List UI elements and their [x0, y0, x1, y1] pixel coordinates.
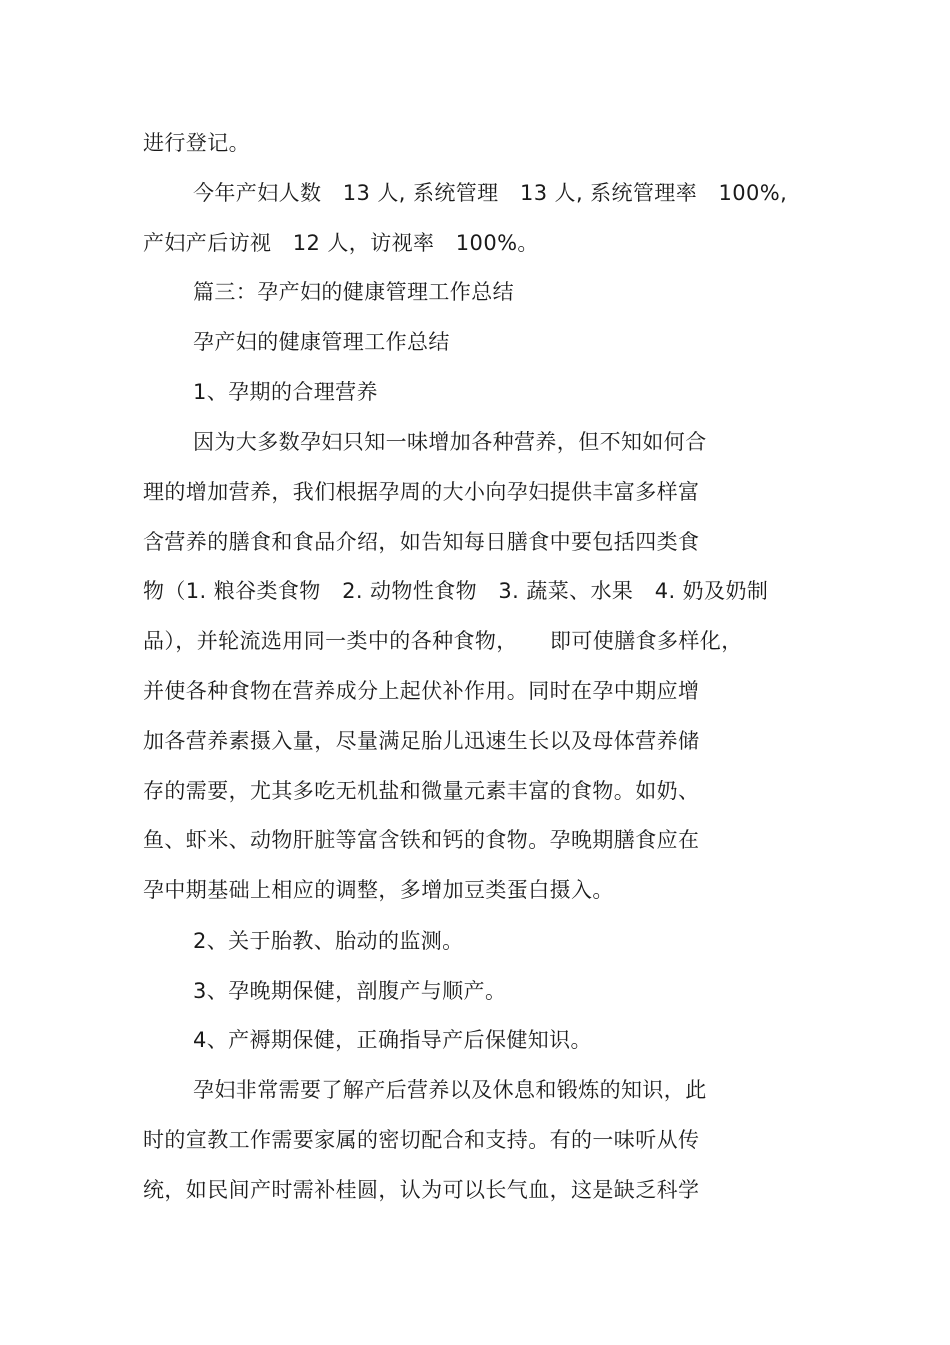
- text-line: 进行登记。: [143, 131, 250, 155]
- text-line: 物（1. 粮谷类食物 2. 动物性食物 3. 蔬菜、水果 4. 奶及奶制: [143, 579, 769, 603]
- text-line: 统，如民间产时需补桂圆，认为可以长气血，这是缺乏科学: [143, 1178, 700, 1202]
- text-line: 含营养的膳食和食品介绍，如告知每日膳食中要包括四类食: [143, 530, 700, 554]
- section-title: 孕产妇的健康管理工作总结: [193, 330, 450, 354]
- subheading: 2、关于胎教、胎动的监测。: [193, 929, 464, 953]
- text-line: 理的增加营养，我们根据孕周的大小向孕妇提供丰富多样富: [143, 480, 700, 504]
- text-line: 因为大多数孕妇只知一味增加各种营养，但不知如何合: [193, 430, 707, 454]
- text-line: 加各营养素摄入量，尽量满足胎儿迅速生长以及母体营养储: [143, 729, 700, 753]
- text-line: 产妇产后访视 12 人，访视率 100%。: [143, 231, 539, 255]
- subheading: 1、孕期的合理营养: [193, 380, 378, 404]
- section-heading: 篇三：孕产妇的健康管理工作总结: [193, 280, 514, 304]
- text-line: 鱼、虾米、动物肝脏等富含铁和钙的食物。孕晚期膳食应在: [143, 828, 700, 852]
- text-line: 品），并轮流选用同一类中的各种食物， 即可使膳食多样化，: [143, 629, 743, 653]
- text-line: 孕中期基础上相应的调整，多增加豆类蛋白摄入。: [143, 878, 614, 902]
- text-line: 孕妇非常需要了解产后营养以及休息和锻炼的知识，此: [193, 1078, 707, 1102]
- text-line: 并使各种食物在营养成分上起伏补作用。同时在孕中期应增: [143, 679, 700, 703]
- subheading: 3、孕晚期保健，剖腹产与顺产。: [193, 979, 507, 1003]
- text-line: 存的需要，尤其多吃无机盐和微量元素丰富的食物。如奶、: [143, 779, 700, 803]
- text-line: 时的宣教工作需要家属的密切配合和支持。有的一味听从传: [143, 1128, 700, 1152]
- text-line: 今年产妇人数 13 人, 系统管理 13 人, 系统管理率 100%,: [193, 181, 788, 205]
- subheading: 4、产褥期保健，正确指导产后保健知识。: [193, 1028, 592, 1052]
